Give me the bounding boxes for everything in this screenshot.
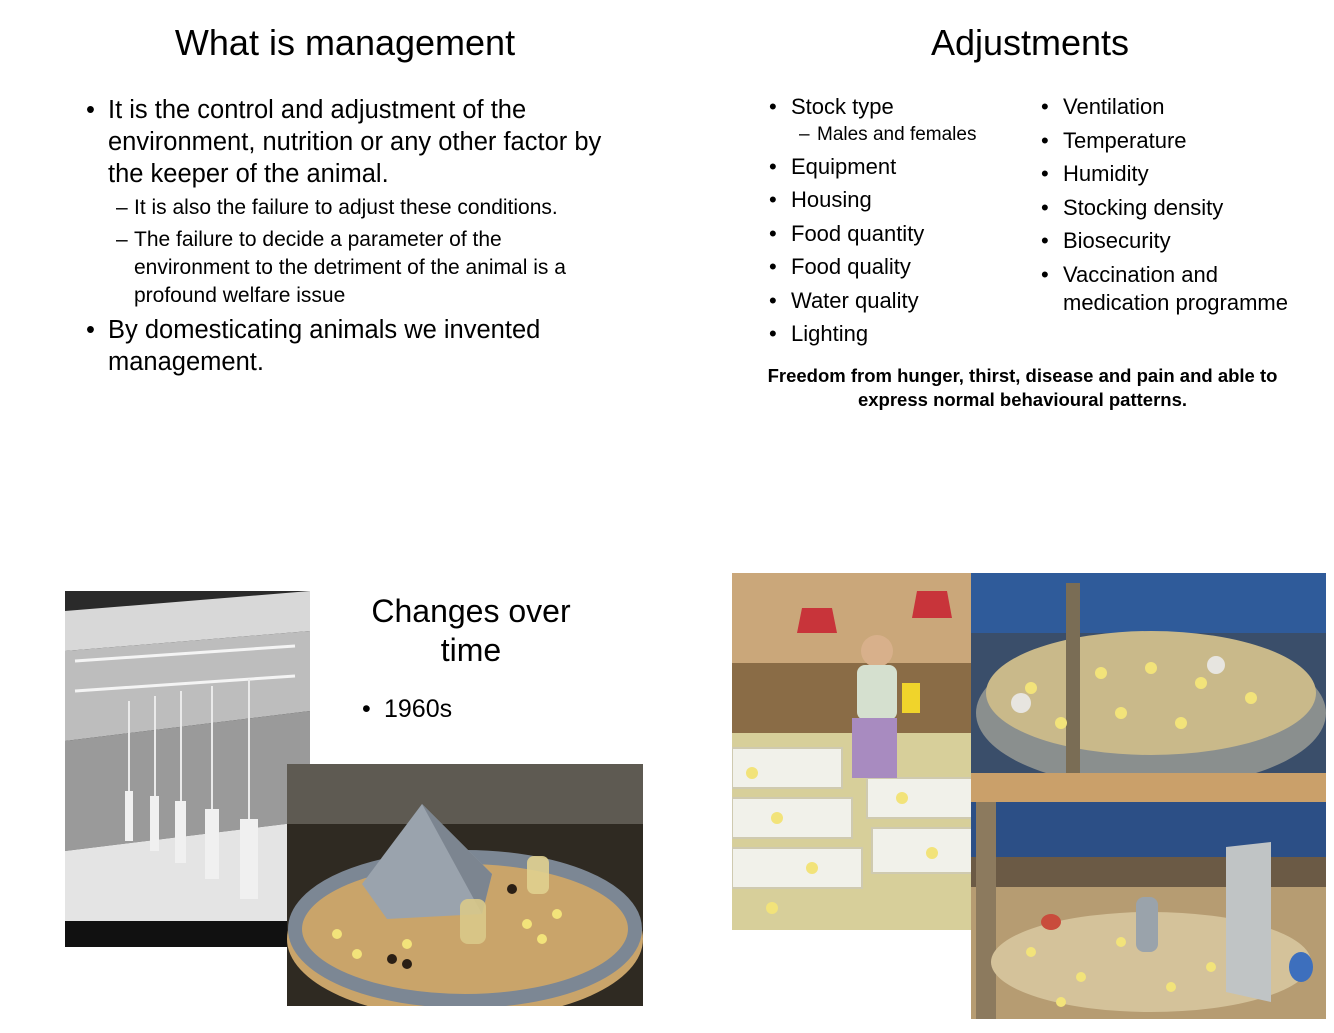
welfare-freedoms-statement: Freedom from hunger, thirst, disease and pain and able to express normal behavioural patterns. [767, 365, 1278, 410]
slide1-sub-list [108, 194, 606, 310]
poultry-worker-with-chick-boxes-photo [732, 573, 972, 930]
historic-poultry-house-photo [65, 591, 310, 947]
slide1-title: What is management [174, 22, 516, 63]
stock-type-label: Stock type [791, 94, 894, 119]
slide1-subbullet-2: – The failure to decide a parameter of the environment to the detriment of the animal is a profound welfare issue [108, 226, 606, 310]
brooder-feeder-photo [287, 764, 643, 1006]
brooder-ring-with-chicks-photo [971, 573, 1326, 802]
adjustment-item: • Biosecurity [1041, 227, 1311, 255]
slide1-bullet-1 [86, 94, 606, 310]
adjustment-item: • Equipment [769, 153, 1029, 181]
adjustment-item: • Water quality [769, 287, 1029, 315]
slide1-bullet-list [86, 94, 606, 382]
slide3-bullet-list [362, 694, 452, 724]
slide2-title: Adjustments [930, 22, 1130, 63]
adjustment-item: • Food quantity [769, 220, 1029, 248]
adjustment-item: • Temperature [1041, 127, 1311, 155]
poultry-house-with-drinkers-photo [971, 802, 1326, 1019]
stock-type-sub-list [791, 123, 1029, 147]
adjustment-item-stock-type [769, 93, 1029, 147]
slide3-title: Changes over time [371, 593, 571, 668]
slide1-subbullet-1: – It is also the failure to adjust these conditions. [108, 194, 606, 222]
adjustment-item: • Vaccination and medication programme [1041, 261, 1311, 317]
slide1-bullet-1-text: It is the control and adjustment of the environment, nutrition or any other factor by the keeper of the animal. [108, 96, 602, 188]
stock-type-sub-item: – Males and females [791, 123, 1029, 147]
adjustment-item: • Housing [769, 186, 1029, 214]
adjustment-item: • Stocking density [1041, 194, 1311, 222]
adjustment-item: • Food quality [769, 253, 1029, 281]
adjustments-list-left [769, 93, 1029, 354]
adjustment-item: • Lighting [769, 320, 1029, 348]
slide1-bullet-2: • By domesticating animals we invented management. [86, 314, 606, 378]
adjustment-item: • Ventilation [1041, 93, 1311, 121]
slide3-bullet-1: • 1960s [362, 694, 452, 724]
adjustments-list-right [1041, 93, 1311, 322]
adjustment-item: • Humidity [1041, 160, 1311, 188]
